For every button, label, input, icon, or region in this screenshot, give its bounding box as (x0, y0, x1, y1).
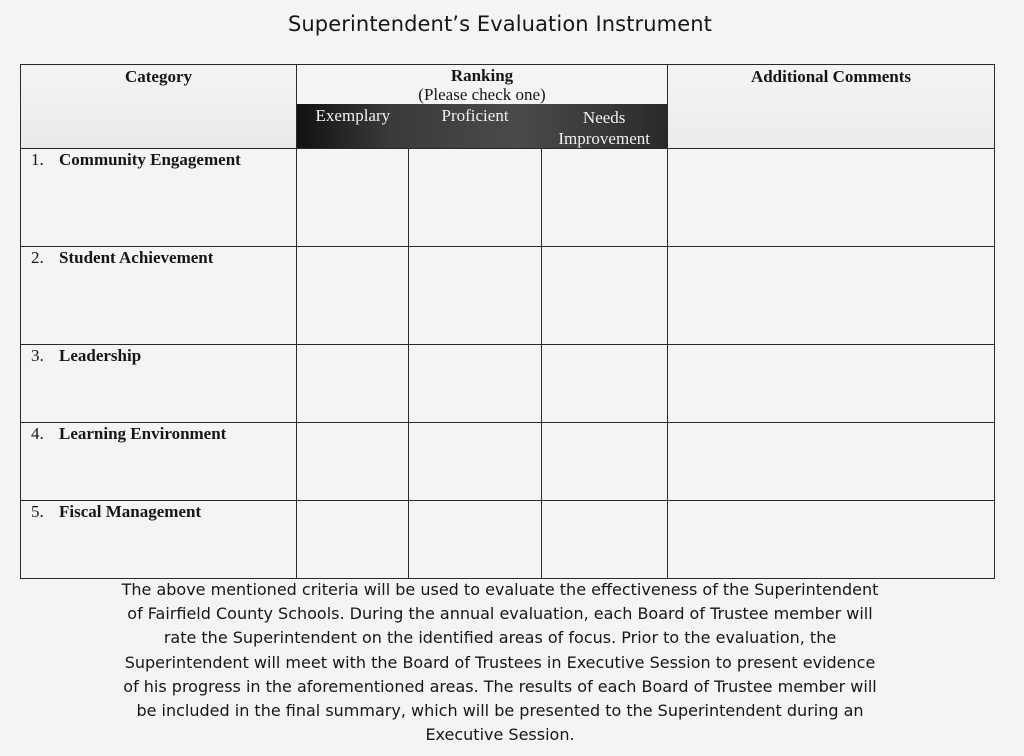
proficient-header: Proficient (441, 106, 509, 125)
exemplary-header: Exemplary (315, 106, 391, 125)
description-line: of his progress in the aforementioned areas. The results of each Board of Trustee member will (123, 676, 877, 696)
category-label: Leadership (59, 346, 142, 365)
proficient-checkbox-cell[interactable] (409, 149, 542, 247)
table-row (21, 149, 995, 247)
category-cell (21, 345, 297, 423)
exemplary-checkbox-cell[interactable] (297, 247, 409, 345)
table-row (21, 345, 995, 423)
category-cell (21, 423, 297, 501)
description-line: of Fairfield County Schools. During the annual evaluation, each Board of Trustee member will (127, 604, 873, 624)
category-cell (21, 501, 297, 579)
needs-improvement-checkbox-cell[interactable] (542, 501, 668, 579)
row-number: 3. (31, 346, 44, 365)
proficient-checkbox-cell[interactable] (409, 501, 542, 579)
category-cell (21, 247, 297, 345)
comments-cell[interactable] (668, 345, 995, 423)
description-line: Executive Session. (425, 725, 575, 745)
category-cell (21, 149, 297, 247)
table-row (21, 501, 995, 579)
row-number: 5. (31, 502, 44, 521)
page-title: Superintendent’s Evaluation Instrument (287, 12, 713, 36)
category-header: Category (21, 65, 297, 149)
needs-improvement-line1: Needs (582, 108, 626, 127)
evaluation-description (60, 578, 940, 747)
row-number: 1. (31, 150, 44, 169)
ranking-header (297, 65, 668, 149)
category-label: Community Engagement (59, 150, 241, 169)
exemplary-checkbox-cell[interactable] (297, 501, 409, 579)
table-row (21, 247, 995, 345)
table-row (21, 423, 995, 501)
row-number: 2. (31, 248, 44, 267)
exemplary-checkbox-cell[interactable] (297, 423, 409, 501)
comments-cell[interactable] (668, 149, 995, 247)
ranking-instruction: (Please check one) (418, 85, 546, 104)
needs-improvement-header (541, 104, 667, 148)
ranking-title: Ranking (450, 66, 514, 85)
proficient-checkbox-cell[interactable] (409, 423, 542, 501)
category-label: Student Achievement (59, 248, 214, 267)
exemplary-checkbox-cell[interactable] (297, 345, 409, 423)
proficient-checkbox-cell[interactable] (409, 345, 542, 423)
needs-improvement-checkbox-cell[interactable] (542, 149, 668, 247)
proficient-checkbox-cell[interactable] (409, 247, 542, 345)
exemplary-checkbox-cell[interactable] (297, 149, 409, 247)
comments-cell[interactable] (668, 247, 995, 345)
category-label: Fiscal Management (59, 502, 202, 521)
needs-improvement-checkbox-cell[interactable] (542, 423, 668, 501)
description-line: rate the Superintendent on the identified areas of focus. Prior to the evaluation, the (163, 628, 837, 648)
evaluation-table (20, 64, 995, 579)
needs-improvement-line2: Improvement (558, 129, 650, 148)
additional-comments-header: Additional Comments (668, 65, 995, 149)
description-line: The above mentioned criteria will be used to evaluate the effectiveness of the Superintendent (121, 580, 879, 599)
comments-cell[interactable] (668, 423, 995, 501)
description-line: Superintendent will meet with the Board of Trustees in Executive Session to present evidence (124, 652, 876, 672)
description-line: be included in the final summary, which will be presented to the Superintendent during an (136, 701, 864, 721)
category-label: Learning Environment (59, 424, 227, 443)
needs-improvement-checkbox-cell[interactable] (542, 345, 668, 423)
header-row (21, 65, 995, 149)
needs-improvement-checkbox-cell[interactable] (542, 247, 668, 345)
row-number: 4. (31, 424, 44, 443)
comments-cell[interactable] (668, 501, 995, 579)
